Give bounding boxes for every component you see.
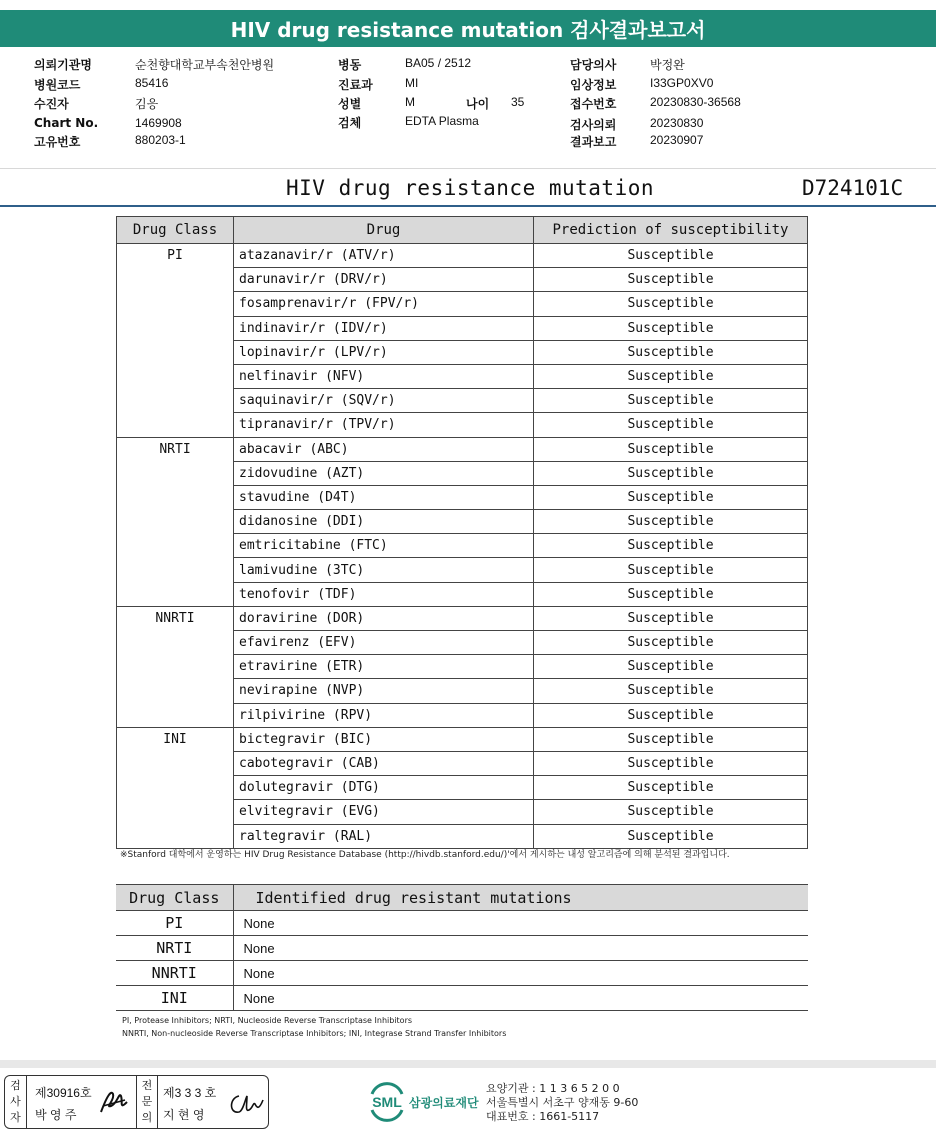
info-value: 1469908: [135, 116, 182, 130]
drug-cell: emtricitabine (FTC): [234, 534, 534, 558]
info-label: 성별: [338, 97, 362, 111]
tester-name: 박 영 주: [35, 1108, 77, 1122]
drug-cell: nevirapine (NVP): [234, 679, 534, 703]
info-label: 결과보고: [570, 135, 617, 149]
info-label: 검체: [338, 116, 362, 130]
institution-line: 대표번호 : 1661-5117: [486, 1110, 600, 1123]
info-value: 880203-1: [135, 133, 186, 147]
info-label: 임상정보: [570, 78, 617, 92]
info-value: 박정완: [650, 58, 685, 72]
class-cell: INI: [116, 986, 233, 1011]
info-label: 병동: [338, 58, 362, 72]
prediction-cell: Susceptible: [534, 655, 808, 679]
drug-cell: indinavir/r (IDV/r): [234, 316, 534, 340]
info-label: Chart No.: [34, 116, 99, 130]
info-label: 병원코드: [34, 78, 81, 92]
drug-cell: doravirine (DOR): [234, 606, 534, 630]
info-label: 담당의사: [570, 58, 617, 72]
drug-class-cell: INI: [117, 727, 234, 848]
class-cell: NNRTI: [116, 961, 233, 986]
abbreviation-line: NNRTI, Non-nucleoside Reverse Transcriptase Inhibitors; INI, Integrase Strand Transfer Inhibitors: [122, 1029, 507, 1038]
prediction-cell: Susceptible: [534, 316, 808, 340]
patient-info: [0, 56, 936, 156]
class-cell: PI: [116, 911, 233, 936]
prediction-cell: Susceptible: [534, 824, 808, 848]
prediction-cell: Susceptible: [534, 413, 808, 437]
info-value: 김응: [135, 97, 159, 111]
reviewer-signature-icon: [227, 1090, 265, 1118]
drug-cell: atazanavir/r (ATV/r): [234, 244, 534, 268]
signature-box: [4, 1075, 269, 1129]
prediction-cell: Susceptible: [534, 751, 808, 775]
info-value: EDTA Plasma: [405, 114, 479, 128]
drug-class-cell: NRTI: [117, 437, 234, 606]
info-value: I33GP0XV0: [650, 76, 714, 90]
tester-signature-icon: [97, 1086, 133, 1118]
prediction-cell: Susceptible: [534, 244, 808, 268]
prediction-cell: Susceptible: [534, 389, 808, 413]
mutation-cell: None: [233, 936, 808, 961]
institution-line: 요양기관 : 1 1 3 6 5 2 0 0: [486, 1082, 620, 1095]
table-row: [117, 244, 808, 268]
prediction-cell: Susceptible: [534, 558, 808, 582]
drug-cell: tenofovir (TDF): [234, 582, 534, 606]
institution-info: [486, 1082, 638, 1124]
drug-cell: dolutegravir (DTG): [234, 776, 534, 800]
drug-cell: tipranavir/r (TPV/r): [234, 413, 534, 437]
info-value: 20230907: [650, 133, 704, 147]
class-cell: NRTI: [116, 936, 233, 961]
drug-cell: bictegravir (BIC): [234, 727, 534, 751]
reviewer-license: 제3 3 3 호: [163, 1086, 217, 1100]
susceptibility-table: [116, 216, 808, 849]
table-row: [117, 606, 808, 630]
info-label: 고유번호: [34, 135, 81, 149]
prediction-cell: Susceptible: [534, 606, 808, 630]
drug-cell: zidovudine (AZT): [234, 461, 534, 485]
drug-cell: saquinavir/r (SQV/r): [234, 389, 534, 413]
info-label: 진료과: [338, 78, 373, 92]
prediction-cell: Susceptible: [534, 461, 808, 485]
drug-cell: lopinavir/r (LPV/r): [234, 340, 534, 364]
drug-cell: darunavir/r (DRV/r): [234, 268, 534, 292]
table-row: [117, 437, 808, 461]
report-title: HIV drug resistance mutation 검사결과보고서: [230, 18, 706, 42]
prediction-cell: Susceptible: [534, 800, 808, 824]
svg-text:SML: SML: [372, 1094, 402, 1110]
mutation-table: [116, 884, 808, 1011]
mutation-cell: None: [233, 911, 808, 936]
info-value: 20230830: [650, 116, 704, 130]
info-value: MI: [405, 76, 419, 90]
drug-class-cell: PI: [117, 244, 234, 438]
prediction-cell: Susceptible: [534, 485, 808, 509]
reviewer-label: 전 문 의: [136, 1076, 158, 1128]
info-value: BA05 / 2512: [405, 56, 472, 70]
info-label: 의뢰기관명: [34, 58, 92, 72]
col-header-drug: Drug: [234, 217, 534, 244]
prediction-cell: Susceptible: [534, 268, 808, 292]
drug-cell: stavudine (D4T): [234, 485, 534, 509]
prediction-cell: Susceptible: [534, 776, 808, 800]
col-header-mutations: Identified drug resistant mutations: [233, 885, 808, 911]
institution-line: 서울특별시 서초구 양재동 9-60: [486, 1096, 639, 1109]
prediction-cell: Susceptible: [534, 703, 808, 727]
tester-license: 제30916호: [35, 1086, 92, 1100]
abbreviations: [122, 1014, 506, 1040]
drug-cell: lamivudine (3TC): [234, 558, 534, 582]
prediction-cell: Susceptible: [534, 534, 808, 558]
subtitle-rule: [0, 205, 936, 207]
drug-cell: fosamprenavir/r (FPV/r): [234, 292, 534, 316]
abbreviation-line: PI, Protease Inhibitors; NRTI, Nucleoside Reverse Transcriptase Inhibitors: [122, 1016, 413, 1025]
algorithm-note: ※Stanford 대학에서 운영하는 HIV Drug Resistance Database (http://hivdb.stanford.edu/)'에서 게시하는 내성 알고리즘에 의해 분석된 결과입니다.: [120, 850, 730, 860]
info-label: 수진자: [34, 97, 69, 111]
prediction-cell: Susceptible: [534, 340, 808, 364]
footer-band: [0, 1060, 936, 1068]
prediction-cell: Susceptible: [534, 437, 808, 461]
drug-cell: raltegravir (RAL): [234, 824, 534, 848]
info-value: 20230830-36568: [650, 95, 741, 109]
info-label: 검사의뢰: [570, 118, 617, 132]
age-label: 나이: [466, 97, 490, 111]
prediction-cell: Susceptible: [534, 292, 808, 316]
info-label: 접수번호: [570, 97, 617, 111]
prediction-cell: Susceptible: [534, 631, 808, 655]
prediction-cell: Susceptible: [534, 679, 808, 703]
mutation-cell: None: [233, 961, 808, 986]
prediction-cell: Susceptible: [534, 364, 808, 388]
report-title-bar: [0, 10, 936, 47]
reviewer-name: 지 현 영: [163, 1108, 205, 1122]
info-value: M: [405, 95, 415, 109]
prediction-cell: Susceptible: [534, 582, 808, 606]
drug-cell: efavirenz (EFV): [234, 631, 534, 655]
age-value: 35: [511, 95, 525, 109]
col-header-class: Drug Class: [116, 885, 233, 911]
drug-cell: didanosine (DDI): [234, 510, 534, 534]
col-header-prediction: Prediction of susceptibility: [534, 217, 808, 244]
table-row: [117, 727, 808, 751]
table-row: [116, 986, 808, 1011]
drug-cell: cabotegravir (CAB): [234, 751, 534, 775]
drug-cell: nelfinavir (NFV): [234, 364, 534, 388]
drug-cell: elvitegravir (EVG): [234, 800, 534, 824]
institution-name: 삼광의료재단: [409, 1096, 479, 1110]
info-value: 순천향대학교부속천안병원: [135, 58, 275, 72]
drug-cell: etravirine (ETR): [234, 655, 534, 679]
tester-label: 검 사 자: [5, 1076, 27, 1128]
drug-cell: rilpivirine (RPV): [234, 703, 534, 727]
mutation-cell: None: [233, 986, 808, 1011]
table-row: [116, 911, 808, 936]
prediction-cell: Susceptible: [534, 510, 808, 534]
drug-class-cell: NNRTI: [117, 606, 234, 727]
drug-cell: abacavir (ABC): [234, 437, 534, 461]
divider: [0, 168, 936, 169]
prediction-cell: Susceptible: [534, 727, 808, 751]
col-header-class: Drug Class: [117, 217, 234, 244]
sml-logo-icon: [366, 1080, 408, 1122]
report-subtitle: HIV drug resistance mutation: [286, 176, 655, 200]
table-row: [116, 961, 808, 986]
info-value: 85416: [135, 76, 169, 90]
table-row: [116, 936, 808, 961]
report-code: D724101C: [802, 176, 904, 200]
